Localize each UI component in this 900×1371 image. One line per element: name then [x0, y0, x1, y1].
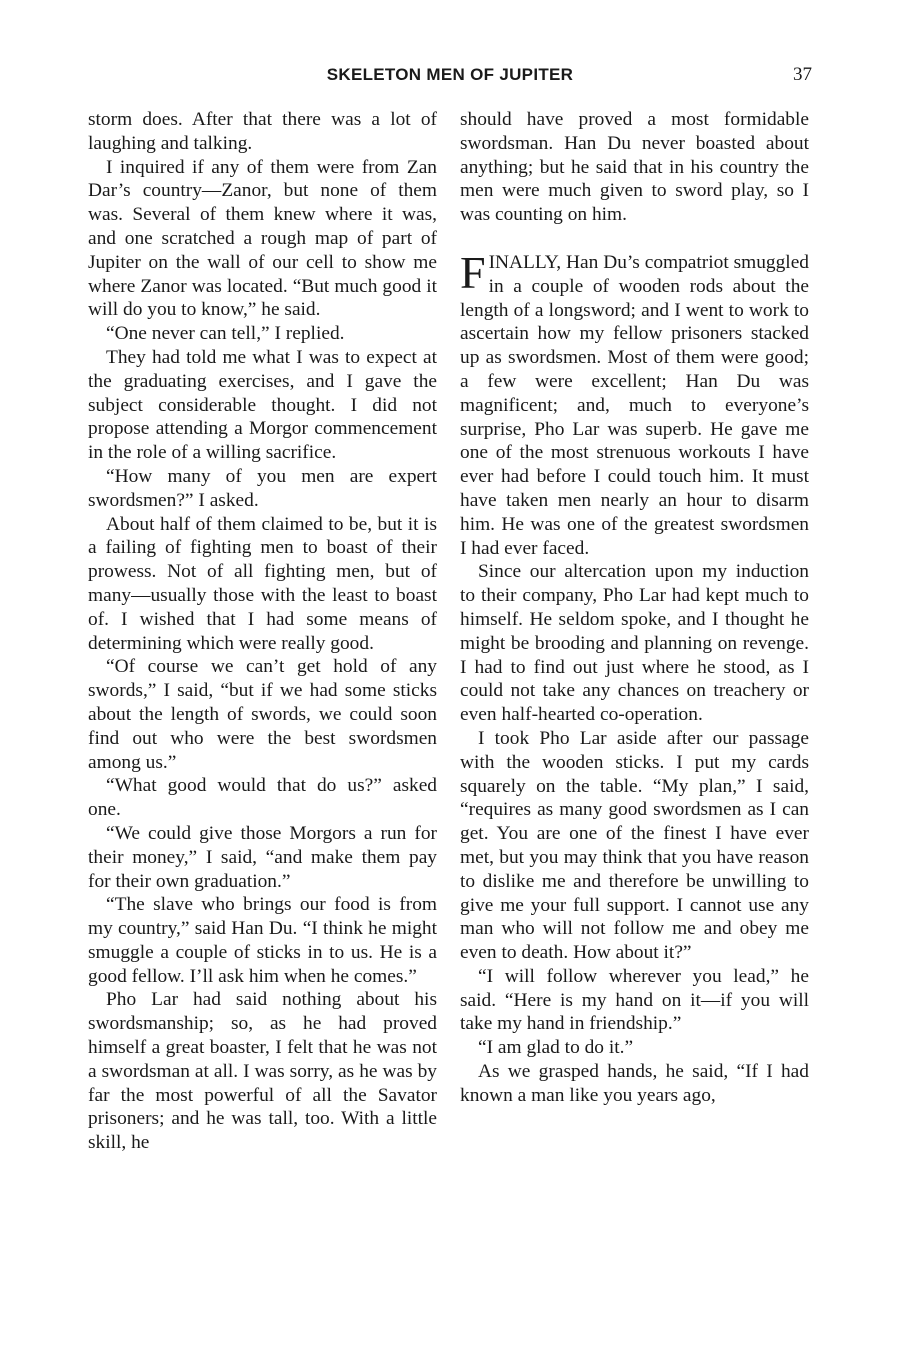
paragraph: “How many of you men are expert swordsmen?” I asked. [88, 465, 437, 511]
paragraph: “Of course we can’t get hold of any swords,” I said, “but if we had some sticks about the length of swords, we could soon find out who were the best swordsmen among us.” [88, 656, 437, 773]
smallcaps-lead: INALLY, [488, 251, 562, 273]
paragraph: “What good would that do us?” asked one. [88, 775, 437, 821]
section-opening-paragraph [460, 246, 809, 560]
left-column [88, 108, 437, 1155]
paragraph: “We could give those Morgors a run for their money,” I said, “and make them pay for their own graduation.” [88, 822, 437, 892]
running-header [0, 62, 900, 88]
paragraph: Since our altercation upon my induction to their company, Pho Lar had kept much to himself. He seldom spoke, and I thought he might be brooding and planning on revenge. I had to find out just where he stood, as I could not take any chances on treachery or even half-hearted co-operation. [460, 561, 809, 726]
paragraph: should have proved a most formidable swordsman. Han Du never boasted about anything; but he said that in his country the men were much given to sword play, so I was counting on him. [460, 109, 809, 226]
paragraph: Pho Lar had said nothing about his swordsmanship; so, as he had proved himself a great boaster, I felt that he was not a swordsman at all. I was sorry, as he was by far the most powerful of all the Savator prisoners; and he was tall, too. With a little skill, he [88, 989, 437, 1154]
page-number: 37 [793, 64, 812, 85]
paragraph: “The slave who brings our food is from my country,” said Han Du. “I think he might smuggle a couple of sticks in to us. He is a good fellow. I’ll ask him when he comes.” [88, 894, 437, 987]
paragraph: storm does. After that there was a lot of laughing and talking. [88, 109, 437, 154]
drop-cap: F [460, 246, 486, 298]
right-column [460, 108, 809, 1108]
paragraph: As we grasped hands, he said, “If I had known a man like you years ago, [460, 1061, 809, 1106]
paragraph: About half of them claimed to be, but it is a failing of fighting men to boast of their prowess. Not of all fighting men, but of many—usually those with the least to boast of. I wished that I had some means of determining which were really good. [88, 513, 437, 654]
running-title: SKELETON MEN OF JUPITER [326, 65, 574, 84]
paragraph-text: Han Du’s compatriot smuggled in a couple of wooden rods about the length of a longsword; and I went to work to ascertain how my fellow prisoners stacked up as swordsmen. Most of them were good; a few were excellent; Han Du was magnificent; and, much to everyone’s surprise, Pho Lar was superb. He gave me one of the most strenuous workouts I have ever had before I could touch him. It must have taken men nearly an hour to disarm him. He was one of the greatest swordsmen I had ever faced. [460, 251, 809, 559]
paragraph: “One never can tell,” I replied. [106, 323, 345, 345]
paragraph: I took Pho Lar aside after our passage with the wooden sticks. I put my cards squarely on the table. “My plan,” I said, “requires as many good swordsmen as I can get. You are one of the finest I have ever met, but you may think that you have reason to dislike me and therefore be unwilling to give me your full support. I cannot use any man who will not follow me and obey me even to death. How about it?” [460, 727, 809, 964]
paragraph: They had told me what I was to expect at the graduating exercises, and I gave the subject considerable thought. I did not propose attending a Morgor commencement in the role of a willing sacrifice. [88, 346, 437, 464]
paragraph: I inquired if any of them were from Zan Dar’s country—Zanor, but none of them was. Several of them knew where it was, and one scratched a rough map of part of Jupiter on the wall of our cell to show me where Zanor was located. “But much good it will do you to know,” he said. [88, 156, 437, 321]
paragraph: “I am glad to do it.” [478, 1037, 634, 1059]
paragraph: “I will follow wherever you lead,” he said. “Here is my hand on it—if you will take my hand in friendship.” [460, 965, 809, 1035]
